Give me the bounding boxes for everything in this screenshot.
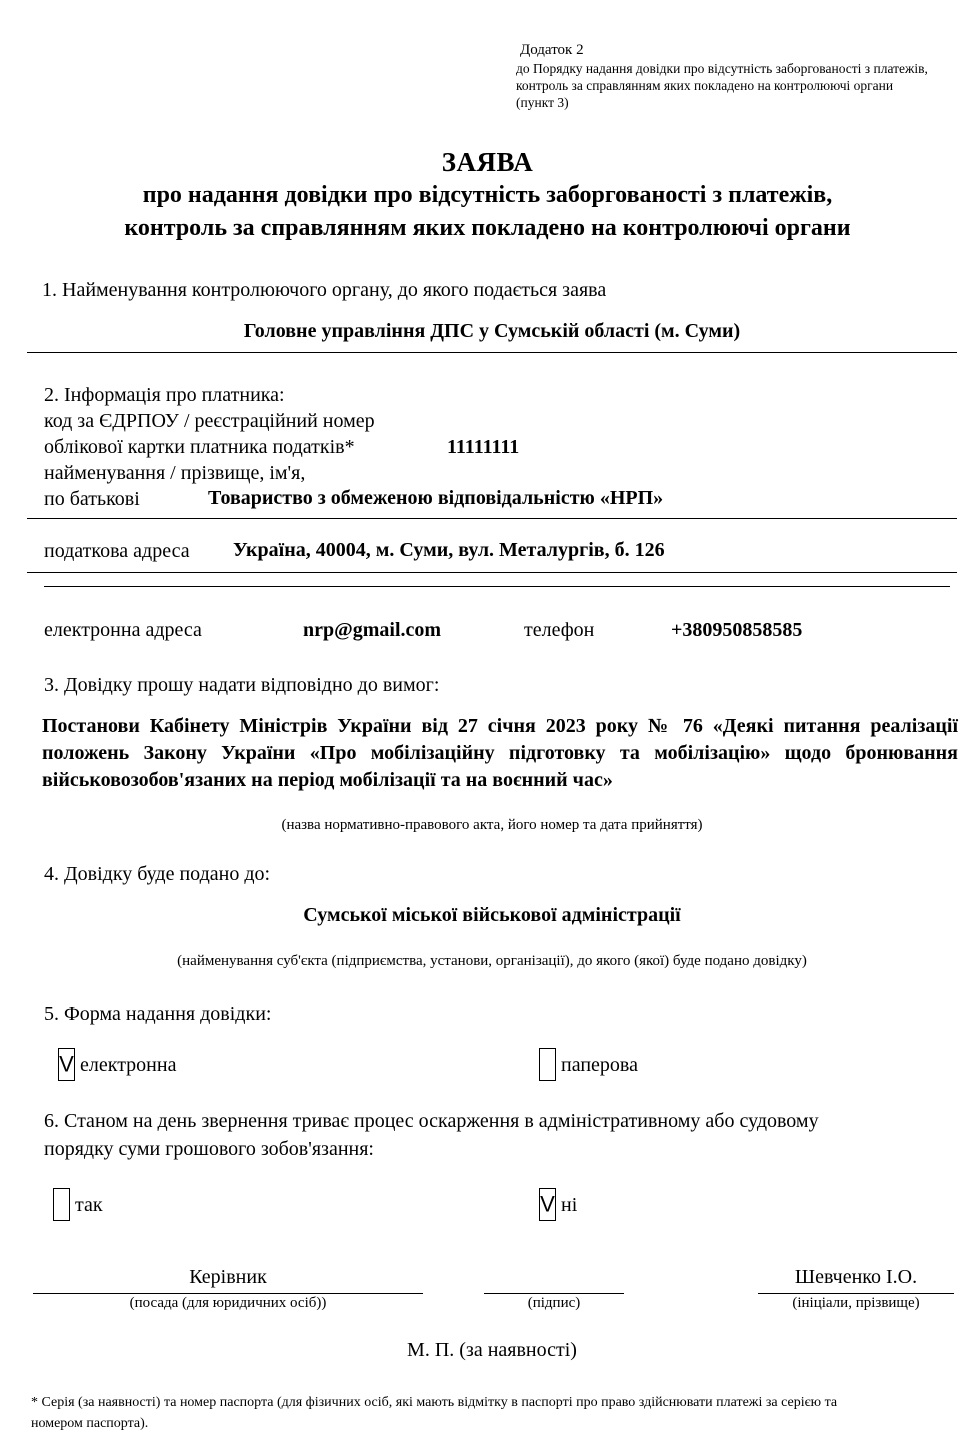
phone-label: телефон bbox=[524, 619, 595, 641]
footnote-line-2: номером паспорта). bbox=[31, 1416, 149, 1431]
tax-address-underline bbox=[27, 572, 957, 573]
section-3-caption: (назва нормативно-правового акта, його номер та дата прийняття) bbox=[281, 817, 703, 833]
tax-address-second-line bbox=[44, 586, 950, 587]
phone-value[interactable]: +380950858585 bbox=[671, 619, 803, 641]
email-value[interactable]: nrp@gmail.com bbox=[303, 619, 442, 641]
appeal-option-no[interactable] bbox=[539, 1188, 577, 1221]
checkbox-no[interactable] bbox=[539, 1188, 556, 1221]
checkbox-yes[interactable] bbox=[53, 1188, 70, 1221]
signer-position-value[interactable]: Керівник bbox=[189, 1266, 267, 1288]
section-3-label: 3. Довідку прошу надати відповідно до вимог: bbox=[44, 674, 440, 696]
tax-address-value[interactable]: Україна, 40004, м. Суми, вул. Металургів, б. 126 bbox=[233, 539, 665, 561]
page-subtitle-line-1: про надання довідки про відсутність заборгованості з платежів, bbox=[142, 182, 833, 208]
section-2-underline bbox=[27, 518, 957, 519]
checkbox-no-mark: V bbox=[540, 1191, 555, 1217]
annex-clause: (пункт 3) bbox=[516, 95, 569, 110]
checkbox-electronic-label: електронна bbox=[80, 1053, 177, 1076]
section-5-label: 5. Форма надання довідки: bbox=[44, 1003, 272, 1025]
section-6-label-line-1: 6. Станом на день звернення триває процес оскарження в адміністративному або судовому bbox=[44, 1110, 819, 1132]
annex-header bbox=[516, 40, 966, 111]
signer-position-caption: (посада (для юридичних осіб)) bbox=[129, 1295, 327, 1311]
page-subtitle-line-2: контроль за справлянням яких покладено на контролюючі органи bbox=[124, 215, 851, 241]
checkbox-electronic-mark: V bbox=[59, 1051, 74, 1077]
annex-reference-line-2: контроль за справлянням яких покладено на контролюючі органи bbox=[516, 78, 894, 93]
section-2-name-value[interactable]: Товариство з обмеженою відповідальністю «НРП» bbox=[208, 487, 664, 509]
form-option-electronic[interactable] bbox=[58, 1048, 176, 1081]
annex-reference-line-1: до Порядку надання довідки про відсутність заборгованості з платежів, bbox=[516, 61, 928, 76]
signature-caption: (підпис) bbox=[527, 1295, 581, 1311]
section-2-code-label-line-1: код за ЄДРПОУ / реєстраційний номер bbox=[44, 410, 375, 432]
annex-title: Додаток 2 bbox=[520, 42, 584, 58]
section-2-code-value[interactable]: 11111111 bbox=[447, 436, 520, 458]
section-1-authority-value[interactable]: Головне управління ДПС у Сумській області (м. Суми) bbox=[243, 320, 741, 342]
stamp-note: М. П. (за наявності) bbox=[407, 1339, 577, 1361]
document-title-block bbox=[0, 145, 975, 245]
section-2-code-label-line-2: облікової картки платника податків* bbox=[44, 436, 355, 458]
checkbox-electronic[interactable] bbox=[58, 1048, 75, 1081]
section-1-underline bbox=[27, 352, 957, 353]
section-4-recipient-value[interactable]: Сумської міської військової адміністрації bbox=[303, 904, 681, 926]
checkbox-no-label: ні bbox=[561, 1193, 578, 1216]
signer-name-value[interactable]: Шевченко І.О. bbox=[794, 1266, 918, 1288]
email-label: електронна адреса bbox=[44, 619, 202, 641]
checkbox-yes-label: так bbox=[75, 1193, 103, 1216]
signer-name-caption: (ініціали, прізвище) bbox=[792, 1295, 920, 1311]
appeal-option-yes[interactable] bbox=[53, 1188, 103, 1221]
section-2-name-label-line-1: найменування / прізвище, ім'я, bbox=[44, 462, 306, 484]
section-6-label-line-2: порядку суми грошового зобов'язання: bbox=[44, 1138, 374, 1160]
footnote-line-1: * Серія (за наявності) та номер паспорта (для фізичних осіб, які мають відмітку в паспорті про право здійснювати платежі за серією та bbox=[31, 1395, 838, 1410]
form-option-paper[interactable] bbox=[539, 1048, 638, 1081]
section-2-name-label-line-2: по батькові bbox=[44, 488, 140, 510]
section-4-label: 4. Довідку буде подано до: bbox=[44, 863, 271, 885]
section-4-caption: (найменування суб'єкта (підприємства, установи, організації), до якого (якої) буде подано довідку) bbox=[177, 953, 807, 969]
section-3-act-value[interactable]: Постанови Кабінету Міністрів України від 27 січня 2023 року № 76 «Деякі питання реалізації положень Закону України «Про мобілізаційну підготовку та мобілізацію» щодо бронювання військовозобов'язаних на період мобілізації та на воєнний час» bbox=[42, 715, 958, 791]
section-2-label: 2. Інформація про платника: bbox=[44, 384, 285, 406]
section-1-label: 1. Найменування контролюючого органу, до якого подається заява bbox=[42, 279, 607, 301]
page-title: ЗАЯВА bbox=[441, 147, 534, 177]
checkbox-paper-label: паперова bbox=[561, 1053, 638, 1076]
tax-address-label: податкова адреса bbox=[44, 540, 190, 562]
checkbox-paper[interactable] bbox=[539, 1048, 556, 1081]
